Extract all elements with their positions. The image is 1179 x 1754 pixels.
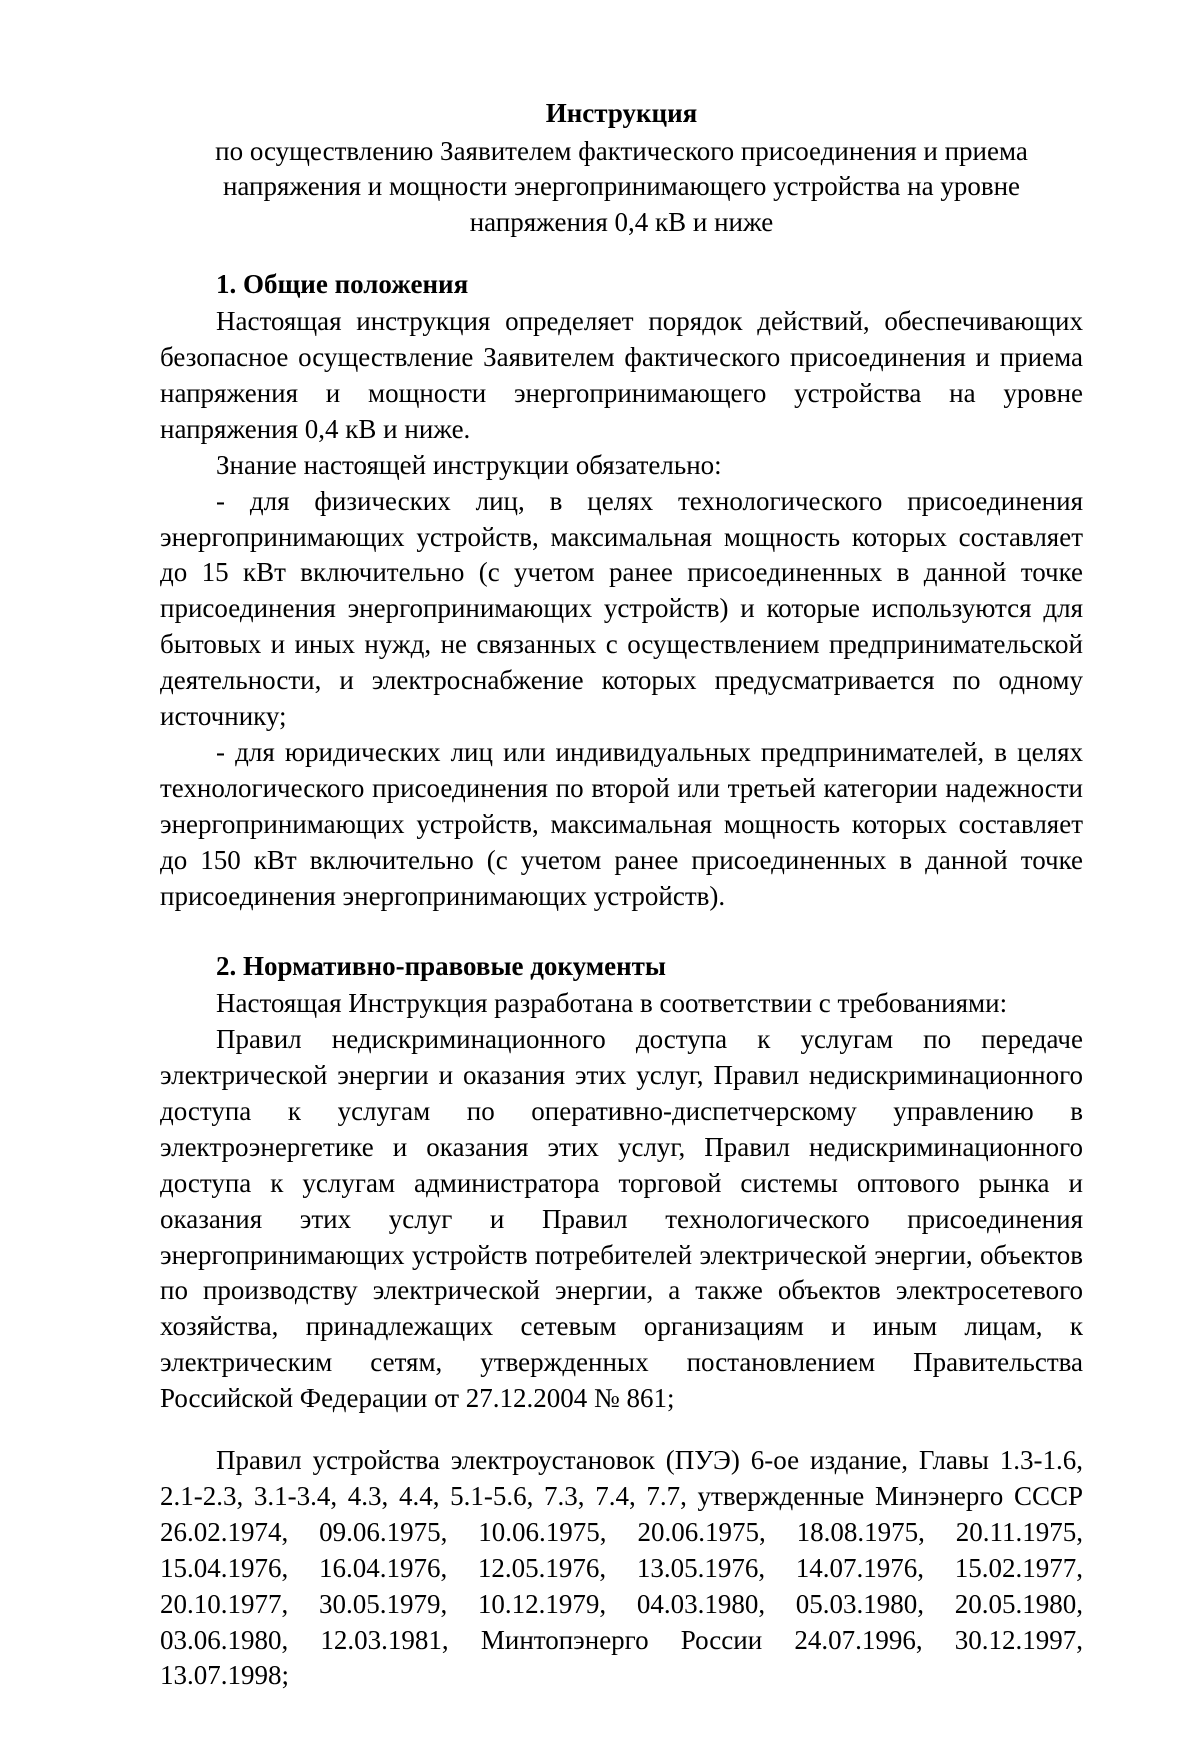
paragraph-spacer [160,1417,1083,1443]
section-heading-2: 2. Нормативно-правовые документы [216,950,667,981]
paragraph-1-3: - для физических лиц, в целях технологического присоединения энергопринимающих устройств, максимальная мощность которых составляет до 15 кВт включительно (с учетом ранее присоединенных в данной точке присоединения энергопринимающих устройств) и которые используются для бытовых и иных нужд, не связанных с осуществлением предпринимательской деятельности, и электроснабжение которых предусматривается по одному источнику; [160,485,1083,732]
paragraph-1-2: Знание настоящей инструкции обязательно: [216,449,722,480]
section-normative-documents [160,949,1083,1695]
section-spacer [160,915,1083,949]
page-subtitle: по осуществлению Заявителем фактического присоединения и приема напряжения и мощности энергопринимающего устройства на уровне напряжения 0,4 кВ и ниже [215,135,1028,237]
page-title: Инструкция [545,98,698,128]
paragraph-1-1: Настоящая инструкция определяет порядок действий, обеспечивающих безопасное осуществление Заявителем фактического присоединения и приема напряжения и мощности энергопринимающего устройства на уровне напряжения 0,4 кВ и ниже. [160,306,1083,444]
section-general-provisions [160,267,1083,915]
paragraph-2-3: Правил устройства электроустановок (ПУЭ) 6-ое издание, Главы 1.3-1.6, 2.1-2.3, 3.1-3.4, 4.3, 4.4, 5.1-5.6, 7.3, 7.4, 7.7, утвержденные Минэнерго СССР 26.02.1974, 09.06.1975, 10.06.1975, 20.06.1975, 18.08.1975, 20.11.1975, 15.04.1976, 16.04.1976, 12.05.1976, 13.05.1976, 14.07.1976, 15.02.1977, 20.10.1977, 30.05.1979, 10.12.1979, 04.03.1980, 05.03.1980, 20.05.1980, 03.06.1980, 12.03.1981, Минтопэнерго России 24.07.1996, 30.12.1997, 13.07.1998; [160,1445,1083,1691]
paragraph-2-1: Настоящая Инструкция разработана в соответствии с требованиями: [216,988,1008,1019]
section-heading-1: 1. Общие положения [216,268,469,299]
paragraph-1-4: - для юридических лиц или индивидуальных предпринимателей, в целях технологического присоединения по второй или третьей категории надежности энергопринимающих устройств, максимальная мощность которых составляет до 150 кВт включительно (с учетом ранее присоединенных в данной точке присоединения энергопринимающих устройств). [160,737,1083,911]
paragraph-2-2: Правил недискриминационного доступа к услугам по передаче электрической энергии и оказания этих услуг, Правил недискриминационного доступа к услугам по оперативно-диспетчерскому управлению в электроэнергетике и оказания этих услуг, Правил недискриминационного доступа к услугам администратора торговой системы оптового рынка и оказания этих услуг и Правил технологического присоединения энергопринимающих устройств потребителей электрической энергии, объектов по производству электрической энергии, а также объектов электросетевого хозяйства, принадлежащих сетевым организациям и иным лицам, к электрическим сетям, утвержденных постановлением Правительства Российской Федерации от 27.12.2004 № 861; [160,1024,1083,1414]
